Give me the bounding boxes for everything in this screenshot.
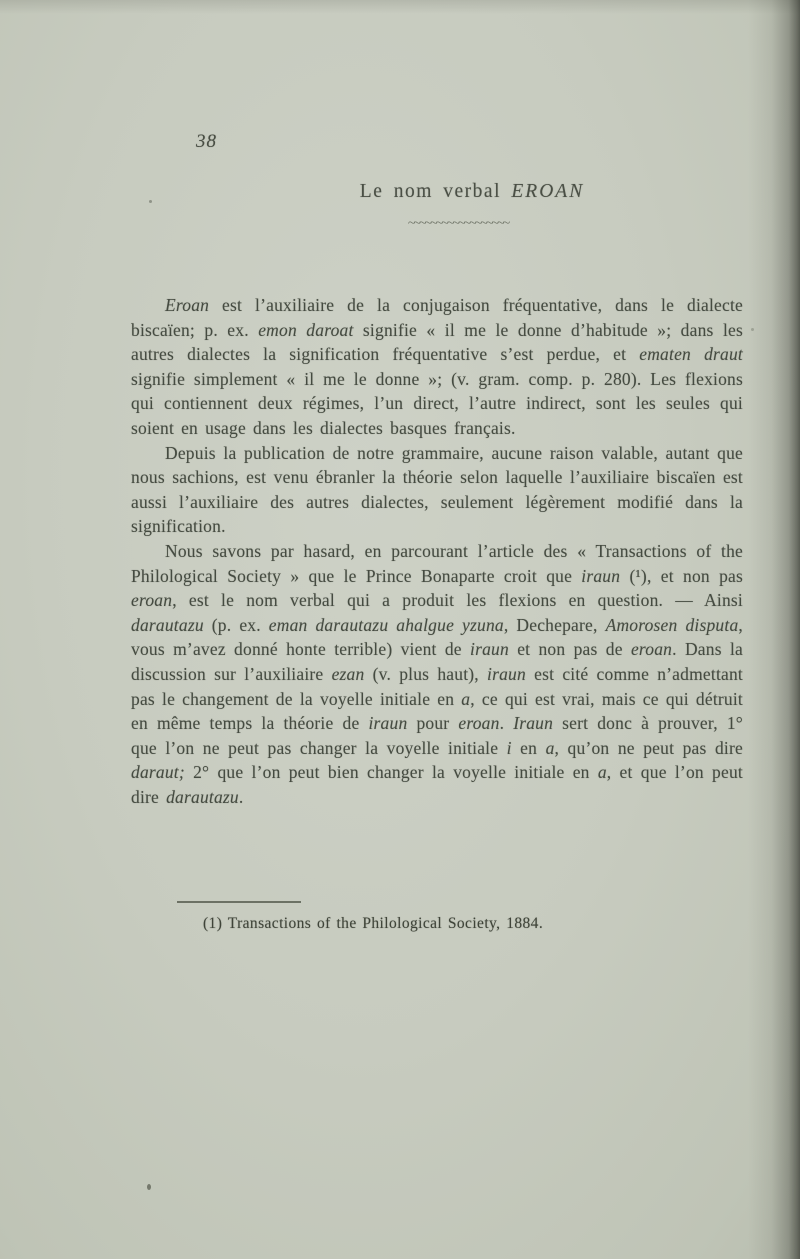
footnote: (1) Transactions of the Philological Society, 1884.	[203, 915, 544, 932]
footnote-divider	[177, 901, 301, 903]
paper-speck	[149, 200, 152, 203]
text-block	[131, 293, 743, 809]
paragraph-3: Nous savons par hasard, en parcourant l’article des « Transactions of the Philological Society » que le Prince Bonaparte croit que iraun (¹), et non pas eroan, est le nom verbal qui a produit les flexions en question. — Ainsi darautazu (p. ex. eman darautazu ahalgue yzuna, Dechepare, Amorosen disputa, vous m’avez donné honte terrible) vient de iraun et non pas de eroan. Dans la discussion sur l’auxiliaire ezan (v. plus haut), iraun est cité comme n’admettant pas le changement de la voyelle initiale en a, ce qui est vrai, mais ce qui détruit en même temps la théorie de iraun pour eroan. Iraun sert donc à prouver, 1° que l’on ne peut pas changer la voyelle initiale i en a, qu’on ne peut pas dire daraut; 2° que l’on peut bien changer la voyelle initiale en a, et que l’on peut dire darautazu.	[131, 540, 743, 807]
scan-top-shadow	[0, 0, 800, 14]
page-number: 38	[196, 131, 217, 152]
ornament-squiggle: ~~~~~~~~~~~~~~~~~~	[407, 216, 509, 231]
paragraph-1: Eroan est l’auxiliaire de la conjugaison fréquentative, dans le dialecte biscaïen; p. ex. emon daroat signifie « il me le donne d’habitude »; dans les autres dialectes la signification fréquentative s’est perdue, et ematen draut signifie simplement « il me le donne »; (v. gram. comp. p. 280). Les flexions qui contiennent deux régimes, l’un direct, l’autre indirect, sont les seules qui soient en usage dans les dialectes basques français.	[131, 295, 743, 438]
page-title: Le nom verbal EROAN	[359, 181, 585, 202]
paper-speck	[751, 328, 754, 331]
paragraph-2: Depuis la publication de notre grammaire, aucune raison valable, autant que nous sachions, est venu ébranler la théorie selon laquelle l’auxiliaire biscaïen est aussi l’auxiliaire des autres dialectes, seulement légèrement modifié dans la signification.	[131, 442, 743, 537]
paper-speck	[147, 1184, 151, 1190]
